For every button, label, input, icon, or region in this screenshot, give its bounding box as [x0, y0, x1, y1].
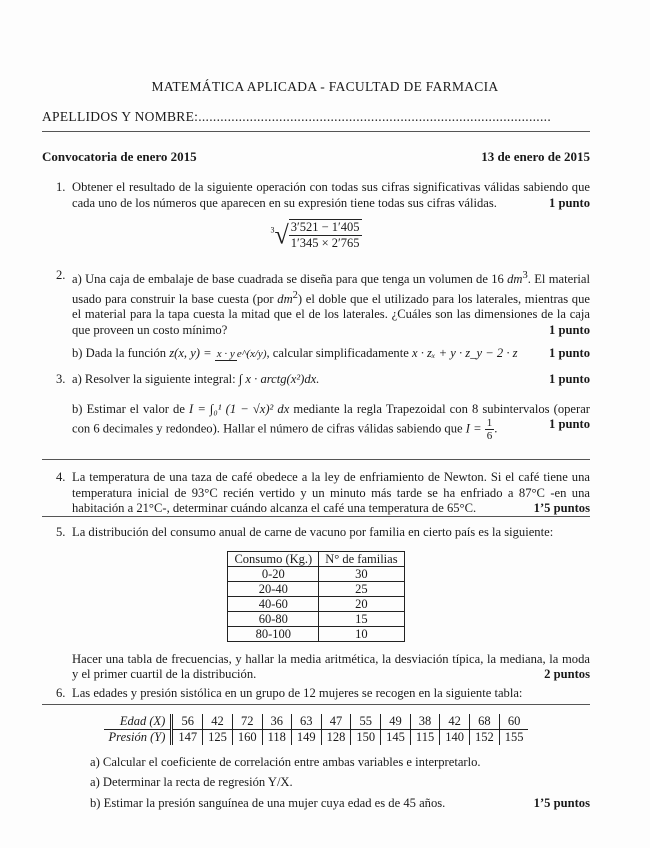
table-row — [228, 566, 404, 581]
cell: 150 — [351, 729, 381, 745]
integral: I = ∫₀¹ (1 − √x)² dx — [189, 401, 290, 416]
cell: 118 — [262, 729, 291, 745]
denominator: 6 — [486, 430, 493, 442]
numerator: x · y — [216, 348, 235, 361]
text: La distribución del consumo anual de carne de vacuno por familia en cierto país es la siguiente: — [72, 525, 554, 539]
question-number: 5. — [56, 525, 66, 539]
row-label: Edad (X) — [119, 713, 166, 728]
cell: 20-40 — [228, 581, 319, 596]
function: z(x, y) = — [169, 346, 212, 361]
cell: 125 — [203, 729, 233, 745]
cell: 20 — [319, 596, 404, 611]
table-row — [228, 581, 404, 596]
consumption-table — [227, 551, 404, 642]
text: ) el doble que el utilizado para los laterales, mientras que el material para la tapa cuesta la mitad que el de los laterales. ¿Cuáles son las dimensiones de la caja que proveen un costo mínimo? — [72, 291, 590, 337]
cell: 147 — [172, 729, 203, 745]
question-5 — [42, 525, 590, 683]
question-3b: b) Estimar el valor de I = ∫₀¹ (1 − √x)² dx mediante la regla Trapezoidal con 8 subintervalos (operar con 6 decimales y redondeo). Hallar el número de cifras válidas sabiendo que I = $\frac{1}{6}$ . 1 punto — [72, 401, 590, 442]
cell: 42 — [440, 714, 470, 730]
question-4 — [42, 470, 590, 517]
question-number: 4. — [56, 470, 66, 484]
text: a) Una caja de embalaje de base cuadrada se diseña para que tenga un volumen de 16 — [72, 272, 508, 287]
exam-header — [42, 149, 590, 165]
question-text: Obtener el resultado de la siguiente operación con todas sus cifras significativas válidas sabiendo que cada uno de los números que aparecen en su expresión tiene todas sus cifras válidas. — [72, 180, 590, 210]
question-2 — [42, 268, 590, 362]
points: 1 punto — [549, 346, 590, 361]
question-number: 3. — [56, 372, 66, 386]
unit: dm — [507, 272, 523, 287]
text: La temperatura de una taza de café obedece a la ley de enfriamiento de Newton. Si el café tiene una temperatura inicial de 93°C recién vertido y un minuto más tarde se ha enfriado a 87°C -en una habitación a 21°C-, determinar cuándo alcanza el café una temperatura de 65°C. — [72, 470, 590, 515]
cell: 55 — [351, 714, 381, 730]
exam-date: 13 de enero de 2015 — [481, 149, 590, 164]
session: Convocatoria de enero 2015 — [42, 149, 197, 164]
question-1 — [42, 180, 590, 251]
cube-root-expression: $^3$√ $\frac{3'521 - 1'405}{1'345 \times 2'765}$ — [270, 220, 360, 250]
cell: 15 — [319, 611, 404, 626]
page-title: MATEMÁTICA APLICADA - FACULTAD DE FARMACIA — [151, 79, 499, 94]
question-number: 6. — [56, 686, 66, 700]
sub-question — [90, 796, 590, 812]
cell: 128 — [321, 729, 351, 745]
question-2b — [72, 346, 590, 362]
cell: 38 — [410, 714, 439, 730]
exp: 2 — [292, 289, 298, 301]
cell: 25 — [319, 581, 404, 596]
table-row — [228, 626, 404, 641]
cell: 145 — [381, 729, 411, 745]
sub-question: a) Determinar la recta de regresión Y/X. — [90, 775, 293, 789]
cell: 49 — [381, 714, 411, 730]
text: b) Estimar la presión sanguínea de una mujer cuya edad es de 45 años. — [90, 795, 446, 810]
points: 1 punto — [549, 372, 590, 386]
divider — [42, 459, 590, 460]
question-number: 2. — [56, 268, 66, 282]
cell: 160 — [232, 729, 262, 745]
points: 1’5 puntos — [533, 501, 590, 515]
header: N° de familias — [319, 551, 404, 566]
table-row — [228, 611, 404, 626]
points: 1 punto — [549, 417, 590, 431]
denominator: e^(x/y) — [236, 348, 267, 361]
root-index: 3 — [270, 225, 275, 235]
cell: 68 — [469, 714, 499, 730]
cell: 60 — [499, 714, 528, 730]
cell: 155 — [499, 729, 528, 745]
question-2a — [72, 268, 590, 338]
expression: x · zₓ + y · z_y − 2 · z — [411, 346, 518, 361]
cell: 72 — [232, 714, 262, 730]
I: I = — [465, 421, 482, 436]
exp: 3 — [522, 270, 528, 281]
text: a) Resolver la siguiente integral: — [72, 372, 239, 386]
cell: 30 — [319, 566, 404, 581]
cell: 10 — [319, 626, 404, 641]
divider — [42, 516, 590, 517]
numerator: 3′521 − 1′405 — [290, 220, 360, 234]
divider — [42, 131, 590, 132]
text: , calcular simplificadamente — [266, 346, 412, 361]
cell: 80-100 — [228, 626, 319, 641]
cell: 0-20 — [228, 566, 319, 581]
text: Hacer una tabla de frecuencias, y hallar la media aritmética, la desviación típica, la mediana, la moda y el primer cuartil de la distribución. — [72, 651, 590, 681]
integral: ∫ x · arctg(x²)dx. — [238, 372, 320, 386]
cell: 152 — [469, 729, 499, 745]
question-3 — [42, 372, 590, 442]
cell: 60-80 — [228, 611, 319, 626]
header: Consumo (Kg.) — [228, 551, 319, 566]
text: b) Estimar el valor de — [72, 401, 190, 416]
points: 2 puntos — [544, 667, 590, 681]
question-number: 1. — [56, 180, 66, 194]
cell: 63 — [291, 714, 321, 730]
text: Las edades y presión sistólica en un grupo de 12 mujeres se recogen en la siguiente tabla: — [72, 686, 523, 700]
unit: dm — [277, 291, 293, 306]
age-pressure-table — [104, 714, 529, 745]
points: 1’5 puntos — [533, 795, 590, 810]
text: b) Dada la función — [72, 346, 170, 361]
cell: 40-60 — [228, 596, 319, 611]
numerator: 1 — [486, 417, 493, 429]
cell: 56 — [172, 714, 203, 730]
text: . El material usado para construir la base cuesta (por — [72, 272, 590, 306]
question-6 — [42, 686, 590, 811]
text: mediante la regla Trapezoidal con 8 subintervalos (operar con 6 decimales y redondeo). Hallar el número de cifras válidas sabiendo que — [72, 401, 590, 436]
cell: 42 — [203, 714, 233, 730]
points: 1 punto — [549, 322, 590, 337]
sub-question: a) Calcular el coeficiente de correlación entre ambas variables e interpretarlo. — [90, 754, 481, 769]
cell: 140 — [440, 729, 470, 745]
points: 1 punto — [549, 195, 590, 210]
cell: 47 — [321, 714, 351, 730]
cell: 36 — [262, 714, 291, 730]
cell: 149 — [291, 729, 321, 745]
denominator: 1′345 × 2′765 — [290, 236, 360, 250]
row-label: Presión (Y) — [108, 729, 166, 744]
table-row — [228, 596, 404, 611]
name-field-label: APELLIDOS Y NOMBRE:................................................................................................ — [42, 109, 552, 124]
cell: 115 — [410, 729, 439, 745]
